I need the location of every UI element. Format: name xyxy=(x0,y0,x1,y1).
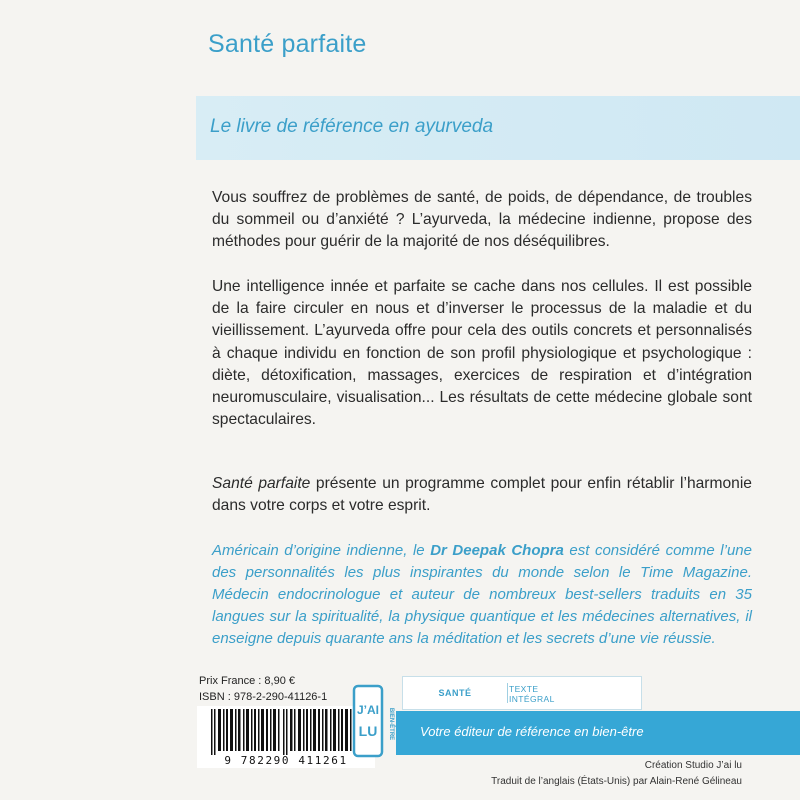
barcode-digits: 9 782290 411261 xyxy=(224,754,348,767)
text-type-tag xyxy=(509,684,599,704)
author-name: Dr Deepak Chopra xyxy=(430,542,564,559)
blurb-paragraph-3-text: présente un programme complet pour enfin rétablir l’harmonie dans votre corps et votre esprit. xyxy=(212,475,752,515)
logo-side-text: BIEN-ÊTRE xyxy=(388,707,394,741)
barcode-bars xyxy=(211,709,361,755)
design-credit: Création Studio J’ai lu xyxy=(644,760,742,771)
text-type-line-1: TEXTE xyxy=(509,684,539,694)
category-tag: SANTÉ xyxy=(438,688,472,698)
category-tags xyxy=(402,676,642,710)
logo-line-2: LU xyxy=(358,723,378,739)
tag-divider xyxy=(507,683,508,703)
isbn-label: ISBN : 978-2-290-41126-1 xyxy=(199,691,328,703)
blurb-book-title: Santé parfaite xyxy=(212,475,311,492)
translation-credit: Traduit de l’anglais (États-Unis) par Alain-René Gélineau xyxy=(491,776,742,787)
bio-text: est considéré comme l’une des personnalités les plus inspirantes du monde selon le Time Magazine. Médecin endocrinologue et auteur de nombreux best-sellers traduits en 35 langues sur la spiritualité, la physique quantique et les médecines alternatives, il enseigne depuis quarante ans la méditation et les secrets d’une vie réussie. xyxy=(212,542,752,647)
barcode xyxy=(197,706,375,768)
price-label: Prix France : 8,90 € xyxy=(199,675,295,687)
blurb-paragraph-1: Vous souffrez de problèmes de santé, de poids, de dépendance, de troubles du sommeil ou d’anxiété ? L’ayurveda, la médecine indienne, propose des méthodes pour guérir de la majorité de nos déséquilibres. xyxy=(212,189,752,251)
author-bio xyxy=(212,540,752,650)
blurb-paragraph-3 xyxy=(212,473,752,517)
text-type-line-2: INTÉGRAL xyxy=(509,694,555,704)
subtitle-band xyxy=(196,96,800,160)
publisher-tagline-band xyxy=(396,711,800,755)
bio-intro: Américain d’origine indienne, le xyxy=(212,542,431,559)
book-title: Santé parfaite xyxy=(208,30,367,58)
jai-lu-logo xyxy=(352,684,396,762)
blurb-paragraph-2: Une intelligence innée et parfaite se cache dans nos cellules. Il est possible de la faire circuler en nous et d’inverser le processus de la maladie et du vieillissement. L’ayurveda offre pour cela des outils concrets et personnalisés à chaque individu en fonction de son profil physiologique et psychologique : diète, détoxification, massages, exercices de respiration et d’intégration neuromusculaire, visualisation... Les résultats de cette médecine globale sont spectaculaires. xyxy=(212,278,752,429)
logo-line-1: J’AI xyxy=(356,703,380,717)
book-subtitle: Le livre de référence en ayurveda xyxy=(210,116,494,137)
publisher-tagline: Votre éditeur de référence en bien-être xyxy=(420,724,644,739)
